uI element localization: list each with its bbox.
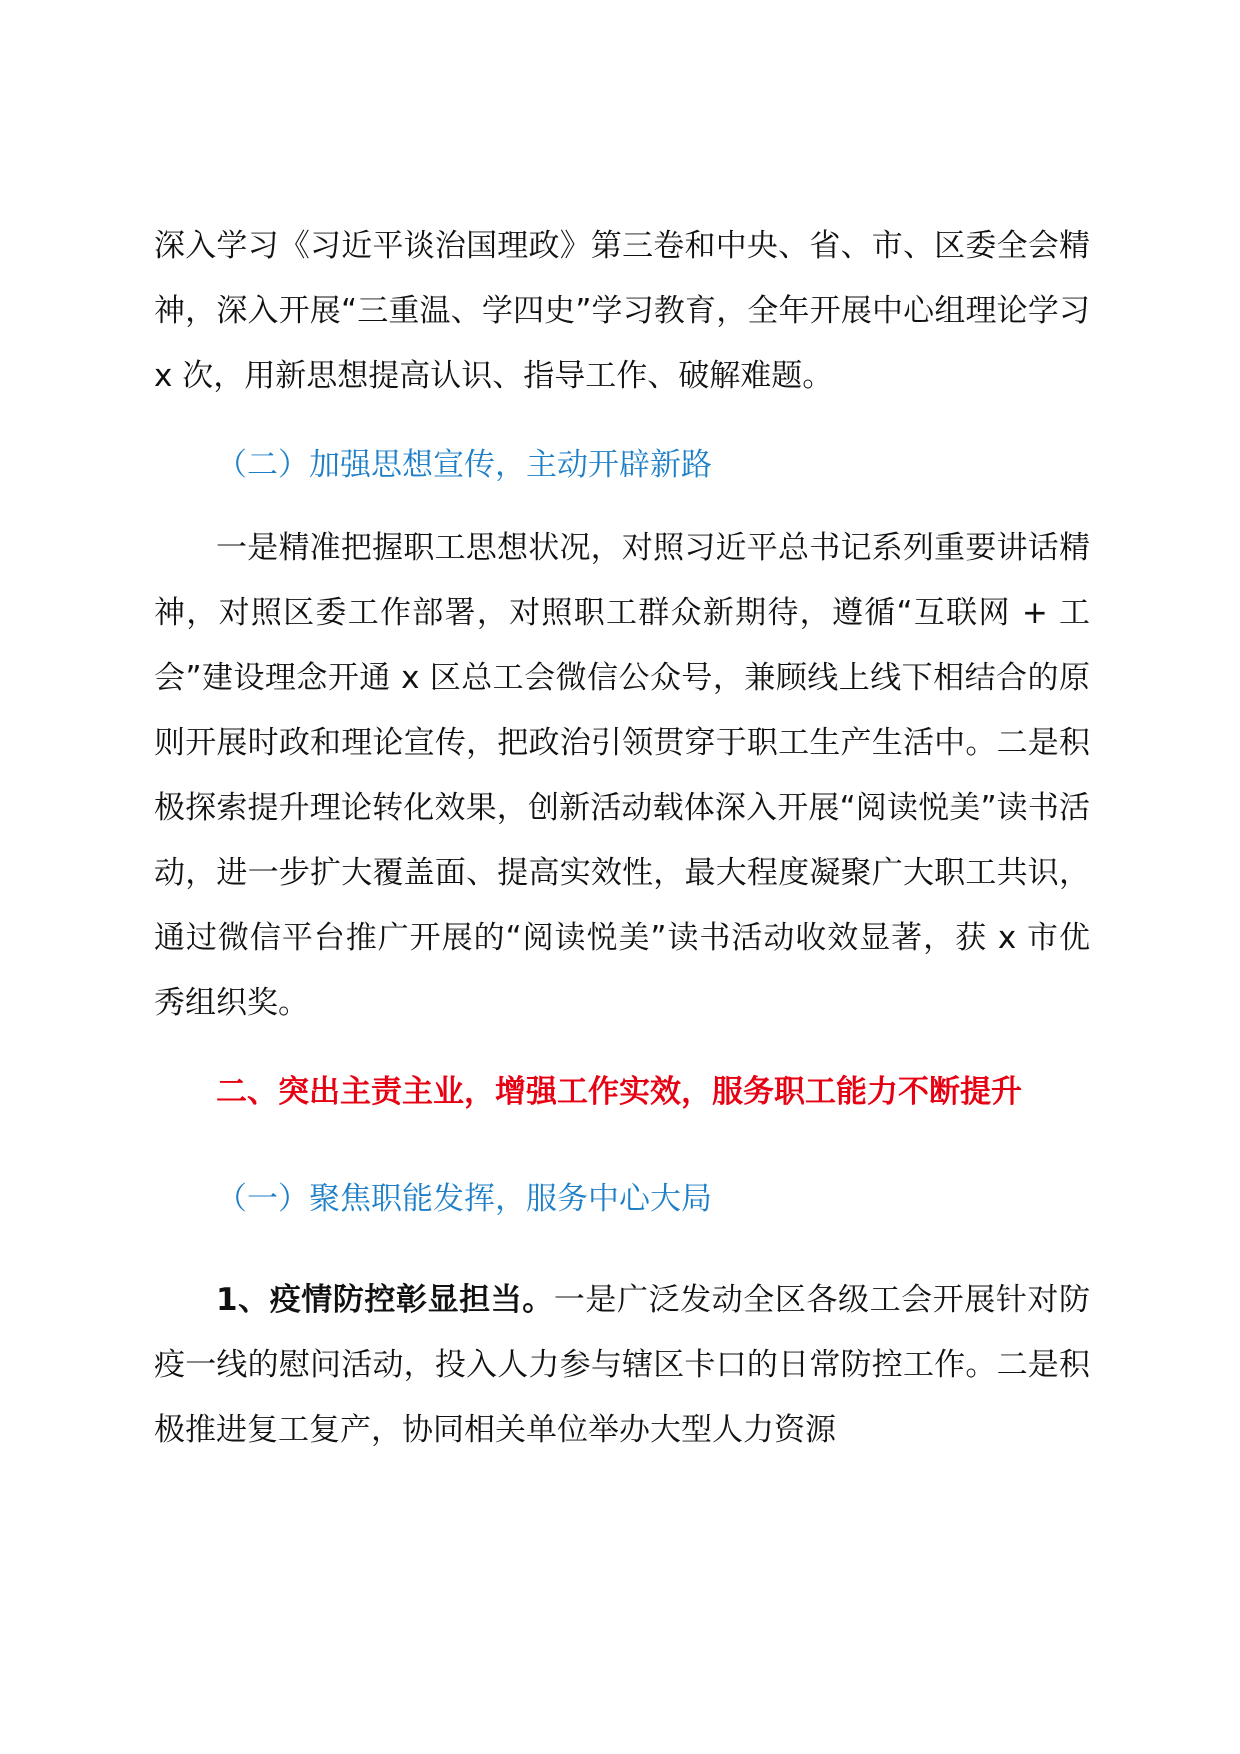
subheading-functional-role: （一）聚焦职能发挥，服务中心大局 xyxy=(216,1181,712,1217)
paragraph-epidemic-prevention xyxy=(154,1250,1090,1463)
paragraph-body-epidemic-prevention: 一是广泛发动全区各级工会开展针对防疫一线的慰问活动，投入人力参与辖区卡口的日常防控工作。二是积极推进复工复产，协同相关单位举办大型人力资源 xyxy=(154,1282,1090,1448)
paragraph-study-continuation: 深入学习《习近平谈治国理政》第三卷和中央、省、市、区委全会精神，深入开展“三重温、学四史”学习教育，全年开展中心组理论学习 x 次，用新思想提高认识、指导工作、破解难题。 xyxy=(154,228,1090,394)
document-body xyxy=(154,214,1090,1463)
paragraph-lead-epidemic-prevention: 1、疫情防控彰显担当。 xyxy=(216,1282,554,1318)
major-heading-main-responsibility: 二、突出主责主业，增强工作实效，服务职工能力不断提升 xyxy=(216,1074,1022,1110)
subheading-ideological-publicity: （二）加强思想宣传，主动开辟新路 xyxy=(216,447,712,483)
paragraph-ideological-publicity: 一是精准把握职工思想状况，对照习近平总书记系列重要讲话精神，对照区委工作部署，对照职工群众新期待，遵循“互联网 + 工会”建设理念开通 x 区总工会微信公众号，兼顾线上线下相结合的原则开展时政和理论宣传，把政治引领贯穿于职工生产生活中。二是积极探索提升理论转化效果，创新活动载体深入开展“阅读悦美”读书活动，进一步扩大覆盖面、提高实效性，最大程度凝聚广大职工共识，通过微信平台推广开展的“阅读悦美”读书活动收效显著，获 x 市优秀组织奖。 xyxy=(154,530,1090,1021)
